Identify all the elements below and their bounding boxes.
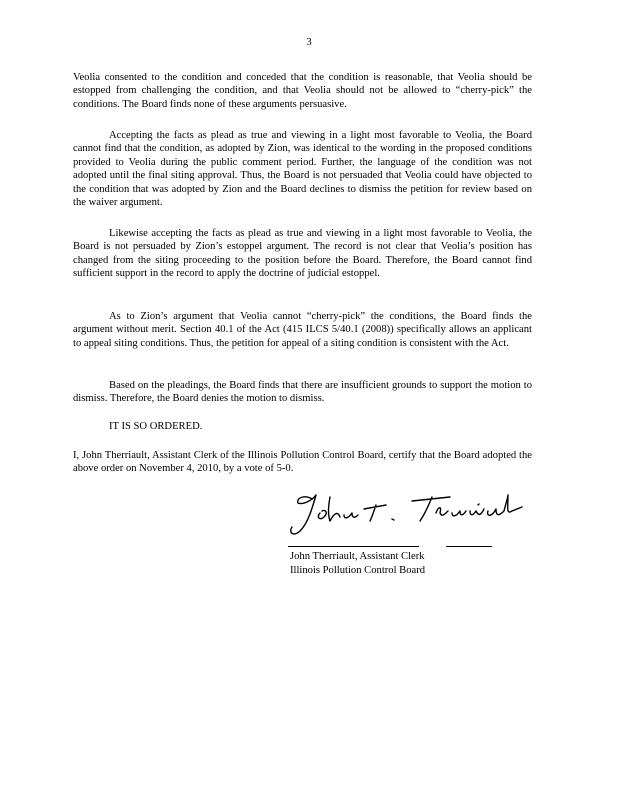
signature-line-extension (446, 546, 492, 547)
paragraph-conclusion: Based on the pleadings, the Board finds that there are insufficient grounds to support the motion to dismiss. Therefore, the Board denies the motion to dismiss. (73, 380, 532, 405)
paragraph-waiver-argument: Accepting the facts as plead as true and viewing in a light most favorable to Veolia, the Board cannot find that the condition, as adopted by Zion, was identical to the wording in the proposed conditions provided to Veolia during the public comment period. Further, the language of the condition was not adopted until the final siting approval. Thus, the Board is not persuaded that Veolia could have objected to the condition that was adopted by Zion and the Board declines to dismiss the petition for review based on the waiver argument. (73, 130, 532, 209)
signer-organization: Illinois Pollution Control Board (290, 565, 426, 576)
paragraph-estoppel-argument: Likewise accepting the facts as plead as true and viewing in a light most favorable to Veolia, the Board is not persuaded by Zion’s estoppel argument. The record is not clear that Veolia’s position has changed from the siting proceeding to the position before the Board. Therefore, the Board cannot find sufficient support in the record to apply the doctrine of judicial estoppel. (73, 228, 532, 280)
clerk-certification: I, John Therriault, Assistant Clerk of the Illinois Pollution Control Board, certify that the Board adopted the above order on November 4, 2010, by a vote of 5-0. (73, 450, 532, 475)
so-ordered: IT IS SO ORDERED. (109, 421, 203, 432)
signature-line (288, 546, 419, 547)
paragraph-cherry-pick-argument: As to Zion’s argument that Veolia cannot “cherry-pick” the conditions, the Board finds the argument without merit. Section 40.1 of the Act (415 ILCS 5/40.1 (2008)) specifically allows an applicant to appeal siting conditions. Thus, the petition for appeal of a siting condition is consistent with the Act. (73, 311, 532, 349)
signer-name-title: John Therriault, Assistant Clerk (290, 551, 425, 562)
page-number: 3 (306, 37, 312, 48)
paragraph-veolia-consented: Veolia consented to the condition and conceded that the condition is reasonable, that Veolia should be estopped from challenging the condition, and that Veolia should not be allowed to “cherry-pick” the conditions. The Board finds none of these arguments persuasive. (73, 72, 532, 110)
handwritten-signature (282, 487, 532, 543)
